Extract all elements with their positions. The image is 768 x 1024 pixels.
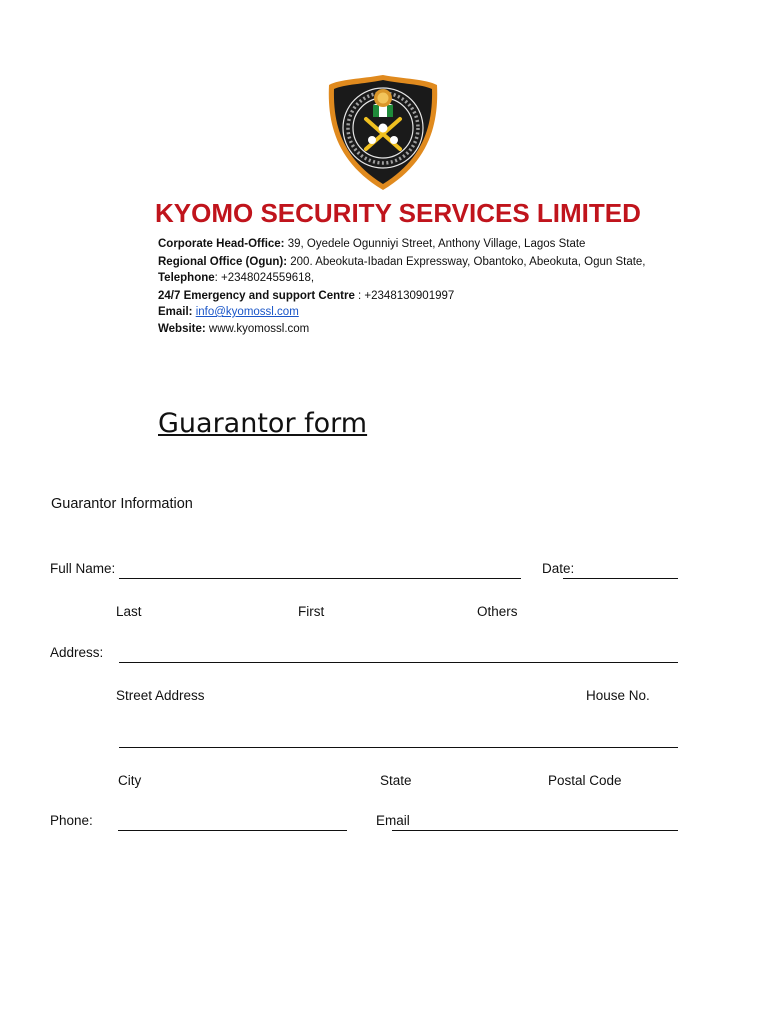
telephone-value: : +2348024559618, bbox=[214, 272, 315, 284]
email-contact-label: Email: bbox=[158, 306, 193, 318]
head-office-label: Corporate Head-Office: bbox=[158, 238, 285, 250]
emergency-value: : +2348130901997 bbox=[354, 290, 455, 302]
lion-face bbox=[378, 93, 389, 104]
phone-label: Phone: bbox=[50, 813, 93, 828]
telephone-line bbox=[158, 271, 314, 285]
section-heading: Guarantor Information bbox=[51, 496, 193, 512]
street-address-field[interactable] bbox=[119, 662, 678, 663]
full-name-field[interactable] bbox=[119, 578, 521, 579]
regional-office-label: Regional Office (Ogun): bbox=[158, 256, 288, 268]
name-others-label: Others bbox=[477, 604, 518, 619]
shield-crest-icon bbox=[322, 71, 444, 193]
phone-field[interactable] bbox=[118, 830, 347, 831]
initial-k-circle bbox=[379, 124, 388, 133]
website-line bbox=[158, 322, 309, 336]
company-name: KYOMO SECURITY SERVICES LIMITED bbox=[155, 198, 641, 228]
email-field[interactable] bbox=[392, 830, 678, 831]
name-first-label: First bbox=[298, 604, 325, 619]
house-no-label: House No. bbox=[586, 688, 650, 703]
initial-s1-circle bbox=[368, 136, 376, 144]
email-field-label: Email bbox=[376, 813, 410, 828]
flag-green-right bbox=[387, 105, 393, 117]
email-line bbox=[158, 305, 299, 319]
postal-code-label: Postal Code bbox=[548, 773, 622, 788]
head-office-line bbox=[158, 237, 585, 251]
date-field[interactable] bbox=[563, 578, 678, 579]
address-label: Address: bbox=[50, 645, 104, 660]
initial-s2-circle bbox=[390, 136, 398, 144]
head-office-value: 39, Oyedele Ogunniyi Street, Anthony Village, Lagos State bbox=[284, 238, 586, 250]
website-value: www.kyomossl.com bbox=[205, 323, 310, 335]
website-label: Website: bbox=[158, 323, 206, 335]
name-last-label: Last bbox=[116, 604, 142, 619]
regional-office-line bbox=[158, 255, 646, 269]
emergency-line bbox=[158, 289, 454, 303]
full-name-label: Full Name: bbox=[50, 561, 116, 576]
company-logo bbox=[322, 71, 444, 193]
regional-office-value: 200. Abeokuta-Ibadan Expressway, Obantoko, Abeokuta, Ogun State, bbox=[287, 256, 646, 268]
emergency-label: 24/7 Emergency and support Centre bbox=[158, 290, 355, 302]
form-title: Guarantor form bbox=[158, 408, 368, 439]
telephone-label: Telephone bbox=[158, 272, 215, 284]
state-label: State bbox=[380, 773, 412, 788]
street-address-label: Street Address bbox=[116, 688, 205, 703]
email-link[interactable]: info@kyomossl.com bbox=[195, 306, 299, 318]
city-state-postal-field[interactable] bbox=[119, 747, 678, 748]
flag-green-left bbox=[373, 105, 379, 117]
city-label: City bbox=[118, 773, 142, 788]
date-label: Date: bbox=[542, 561, 575, 576]
